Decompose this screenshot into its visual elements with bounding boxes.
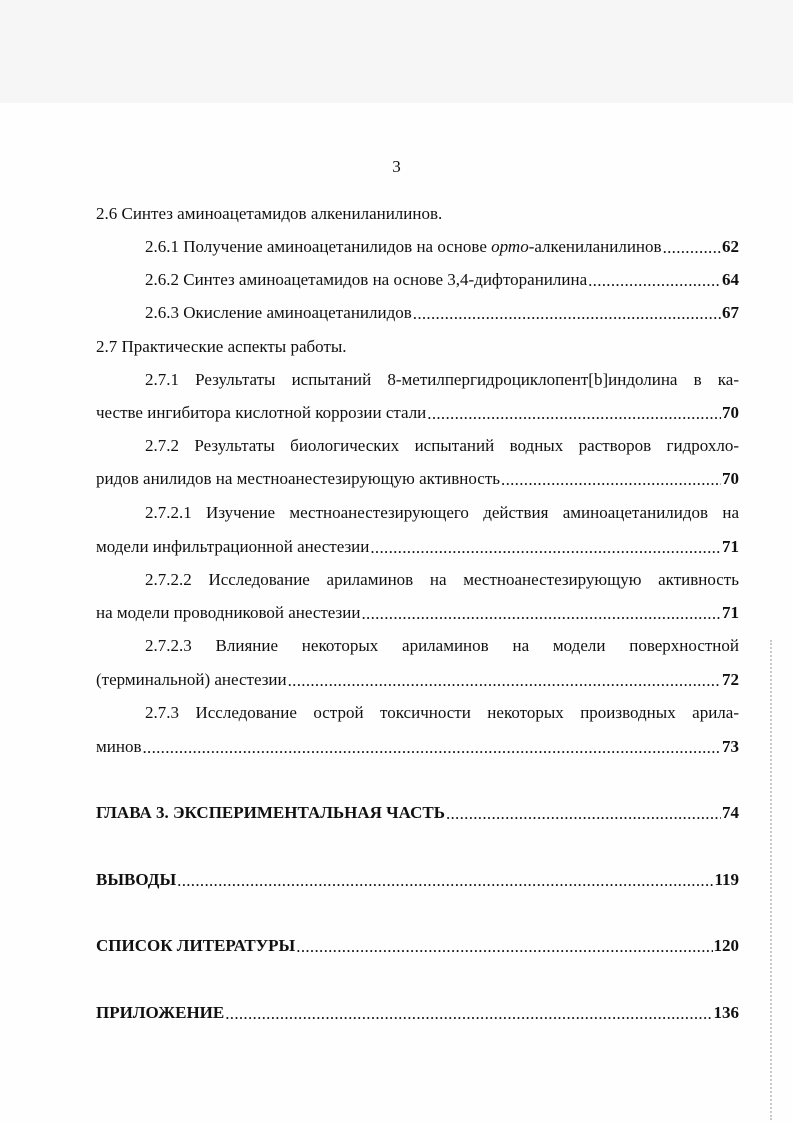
toc-2-7-2-3 — [96, 670, 739, 690]
leader-dots — [142, 738, 721, 758]
toc-2-6-3-label: 2.6.3 Окисление аминоацетанилидов — [145, 303, 412, 322]
toc-page: 62 — [722, 237, 739, 256]
leader-dots — [177, 871, 713, 891]
leader-dots — [361, 604, 721, 624]
toc-2-7-1-line1: 2.7.1 Результаты испытаний 8-метилпергидроциклопент[b]индолина в ка- — [145, 370, 739, 389]
toc-conclusions-label: ВЫВОДЫ — [96, 870, 177, 889]
toc-2-7-1 — [96, 403, 739, 423]
toc-page: 71 — [722, 537, 739, 556]
toc-page: 120 — [713, 936, 739, 955]
toc-2-7-2 — [96, 469, 739, 489]
leader-dots — [370, 538, 721, 558]
toc-2-7-3-line2: минов — [96, 737, 142, 756]
toc-references-label: СПИСОК ЛИТЕРАТУРЫ — [96, 936, 296, 955]
toc-2-7-2-2-line1: 2.7.2.2 Исследование ариламинов на местноанестезирующую активность — [145, 570, 739, 589]
toc-page: 64 — [722, 270, 739, 289]
toc-appendix — [96, 1003, 739, 1023]
toc-appendix-label: ПРИЛОЖЕНИЕ — [96, 1003, 225, 1022]
toc-2-6-2-label: 2.6.2 Синтез аминоацетамидов на основе 3,4-дифторанилина — [145, 270, 588, 289]
toc-page: 71 — [722, 603, 739, 622]
toc-conclusions — [96, 870, 739, 890]
toc-2-7-2-3-line2: (терминальной) анестезии — [96, 670, 287, 689]
toc-page: 70 — [722, 403, 739, 422]
toc-2-6: 2.6 Синтез аминоацетамидов алкениланилинов. — [96, 204, 443, 223]
leader-dots — [296, 937, 712, 957]
scan-top-band — [0, 0, 793, 103]
toc-2-7-2-1-line1: 2.7.2.1 Изучение местноанестезирующего действия аминоацетанилидов на — [145, 503, 739, 522]
toc-2-6-3 — [145, 303, 739, 323]
page-number: 3 — [392, 157, 401, 176]
toc-2-7-3-line1: 2.7.3 Исследование острой токсичности некоторых производных арила- — [145, 703, 739, 722]
toc-page: 67 — [722, 303, 739, 322]
leader-dots — [663, 238, 721, 258]
toc-2-7-3 — [96, 737, 739, 757]
toc-2-6-2 — [145, 270, 739, 290]
toc-page: 70 — [722, 469, 739, 488]
toc-chapter-3 — [96, 803, 739, 823]
toc-2-7-2-line2: ридов анилидов на местноанестезирующую активность — [96, 469, 501, 488]
toc-2-7-2-3-line1: 2.7.2.3 Влияние некоторых ариламинов на модели поверхностной — [145, 636, 739, 655]
leader-dots — [225, 1004, 712, 1024]
toc-2-7: 2.7 Практические аспекты работы. — [96, 337, 347, 356]
toc-2-7-2-2-line2: на модели проводниковой анестезии — [96, 603, 361, 622]
leader-dots — [501, 470, 721, 490]
toc-page: 119 — [714, 870, 739, 889]
toc-2-6-1 — [145, 237, 739, 257]
leader-dots — [413, 304, 721, 324]
leader-dots — [446, 804, 721, 824]
toc-2-7-2-line1: 2.7.2 Результаты биологических испытаний водных растворов гидрохло- — [145, 436, 739, 455]
scan-edge-mark — [770, 640, 774, 1120]
leader-dots — [588, 271, 721, 291]
toc-page: 136 — [713, 1003, 739, 1022]
toc-2-7-1-line2: честве ингибитора кислотной коррозии стали — [96, 403, 427, 422]
leader-dots — [288, 671, 721, 691]
toc-2-6-1-label: 2.6.1 Получение аминоацетанилидов на основе орто-алкениланилинов — [145, 237, 662, 256]
toc-chapter-3-label: ГЛАВА 3. ЭКСПЕРИМЕНТАЛЬНАЯ ЧАСТЬ — [96, 803, 445, 822]
toc-references — [96, 936, 739, 956]
toc-2-7-2-1-line2: модели инфильтрационной анестезии — [96, 537, 370, 556]
toc-page: 72 — [722, 670, 739, 689]
toc-2-7-2-2 — [96, 603, 739, 623]
leader-dots — [427, 404, 721, 424]
toc-2-7-2-1 — [96, 537, 739, 557]
toc-page: 74 — [722, 803, 739, 822]
toc-page: 73 — [722, 737, 739, 756]
